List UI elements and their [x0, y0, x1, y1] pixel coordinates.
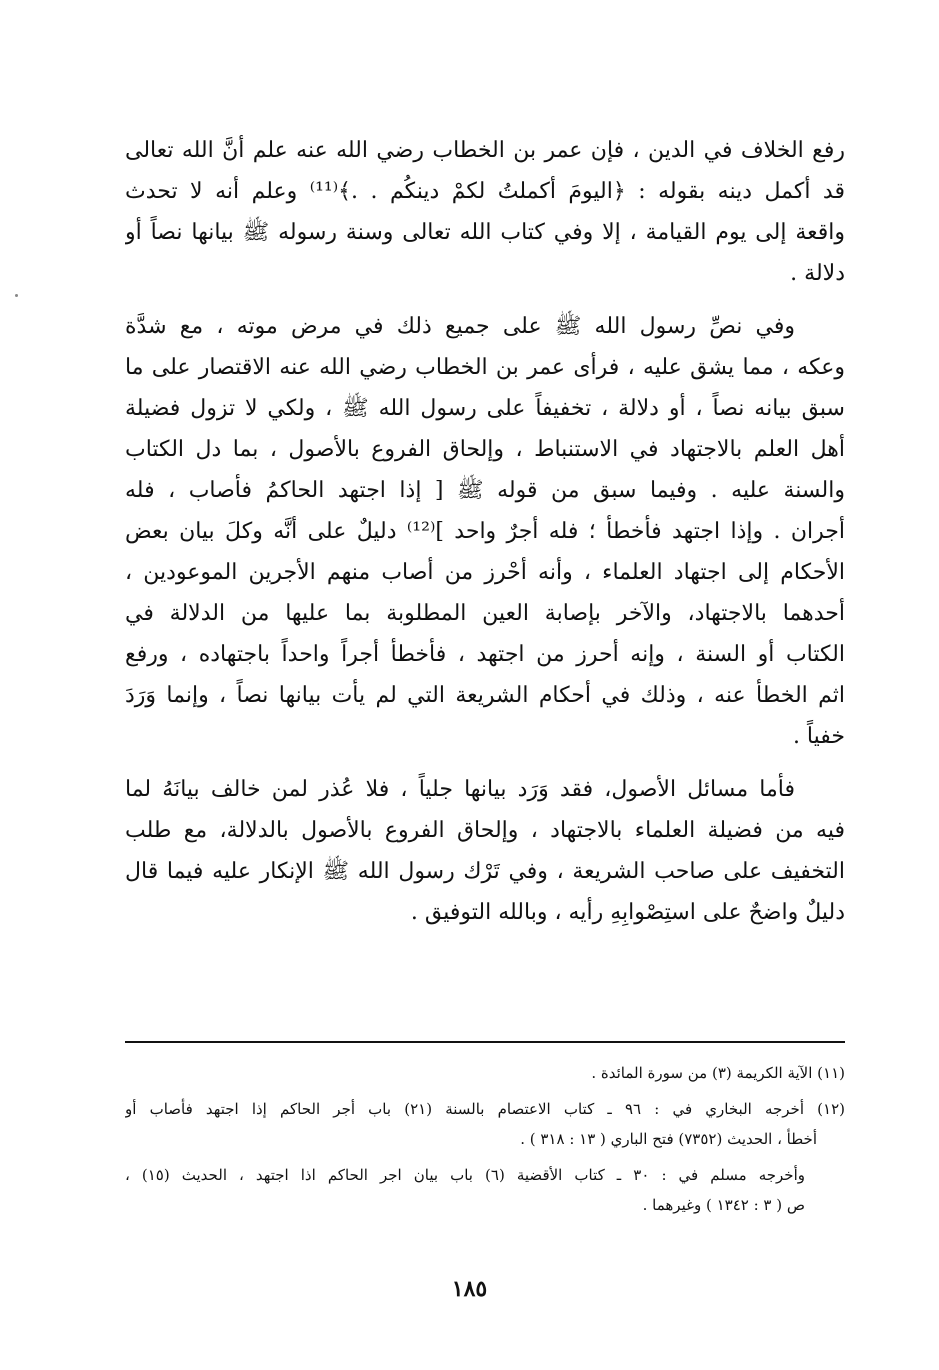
- text-line: الأحكام إلى اجتهاد العلماء ، وأنه أحْرز من أصاب منهم الأجرين الموعودين ،: [125, 560, 845, 585]
- paragraph-gap: [125, 757, 845, 769]
- footnote-line: ص ( ٣ : ١٣٤٢ ) وغيرهما .: [642, 1196, 805, 1214]
- text-line: واقعة إلى يوم القيامة ، إلا وفي كتاب الله تعالى وسنة رسوله ﷺ بيانها نصاً أو: [125, 220, 845, 245]
- footnote-line: أخطأ ، الحديث (٧٣٥٢) فتح الباري ( ١٣ : ٣١٨ ) .: [520, 1130, 817, 1148]
- footnote-line: (١١) الآية الكريمة (٣) من سورة المائدة .: [591, 1064, 845, 1082]
- text-line: وعكه ، مما يشق عليه ، فرأى عمر بن الخطاب رضي الله عنه الاقتصار على ما: [125, 355, 845, 380]
- footnote-12-continued: [125, 1160, 845, 1220]
- footnote-line: وأخرجه مسلم في : ٣٠ ـ كتاب الأقضية (٦) باب بيان اجر الحاكم اذا اجتهد ، الحديث (١٥) ،: [125, 1166, 805, 1184]
- footnote-12: [125, 1094, 845, 1154]
- footnotes: [125, 1058, 845, 1226]
- text-line: سبق بيانه نصاً ، أو دلالة ، تخفيفاً على رسول الله ﷺ ، ولكي لا تزول فضيلة: [125, 396, 845, 421]
- scan-speck: [15, 294, 18, 297]
- text-line: فيه من فضيلة العلماء بالاجتهاد ، وإلحاق الفروع بالأصول بالدلالة، مع طلب: [125, 818, 845, 843]
- text-line: قد أكمل دينه بقوله : ﴿اليومَ أكملتُ لكمْ دينكُم . .﴾⁽¹¹⁾ وعلم أنه لا تحدث: [125, 179, 845, 204]
- footnote-divider: [125, 1041, 845, 1043]
- paragraph-2: [125, 306, 845, 757]
- footnote-line: (١٢) أخرجه البخاري في : ٩٦ ـ كتاب الاعتصام بالسنة (٢١) باب أجر الحاكم إذا اجتهد فأصاب أو: [125, 1100, 845, 1118]
- text-line: التخفيف على صاحب الشريعة ، وفي تَرْك رسول الله ﷺ الإنكار عليه فيما قال: [125, 859, 845, 884]
- paragraph-gap: [125, 294, 845, 306]
- footnote-11: [125, 1058, 845, 1088]
- text-line: خفياً .: [792, 724, 845, 749]
- text-line: وفي نصِّ رسول الله ﷺ على جميع ذلك في مرض موته ، مع شدَّة: [125, 314, 795, 339]
- text-line: فأما مسائل الأصول، فقد وَرَد بيانها جلياً ، فلا عُذر لمن خالف بيانَهُ لما: [125, 777, 795, 802]
- paragraph-3: [125, 769, 845, 933]
- text-line: أحدهما بالاجتهاد، والآخر بإصابة العين المطلوبة بما عليها من الدلالة في: [125, 601, 845, 626]
- text-line: رفع الخلاف في الدين ، فإن عمر بن الخطاب رضي الله عنه علم أنَّ الله تعالى: [125, 138, 845, 163]
- text-line: دليلٌ واضحٌ على استِصْوابِهِ رأيه ، وبالله التوفيق .: [410, 900, 845, 925]
- text-line: أجران . وإذا اجتهد فأخطأ ؛ فله أجرٌ واحد ]⁽¹²⁾ دليلٌ على أنَّه وكلَ بيان بعض: [125, 519, 845, 544]
- page-number: ١٨٥: [451, 1276, 488, 1302]
- text-line: والسنة عليه . وفيما سبق من قوله ﷺ [ إذا اجتهد الحاكمُ فأصاب ، فله: [125, 478, 845, 503]
- text-line: دلالة .: [790, 261, 845, 286]
- paragraph-1: [125, 130, 845, 294]
- text-line: الكتاب أو السنة ، وإنه أحرز من اجتهد ، فأخطأ أجراً واحداً باجتهاده ، ورفع: [125, 642, 845, 667]
- main-text: [125, 130, 845, 933]
- text-line: اثم الخطأ عنه ، وذلك في أحكام الشريعة التي لم يأت بيانها نصاً ، وإنما وَرَدَ: [125, 683, 845, 708]
- text-line: أهل العلم بالاجتهاد في الاستنباط ، وإلحاق الفروع بالأصول ، بما دل الكتاب: [125, 437, 845, 462]
